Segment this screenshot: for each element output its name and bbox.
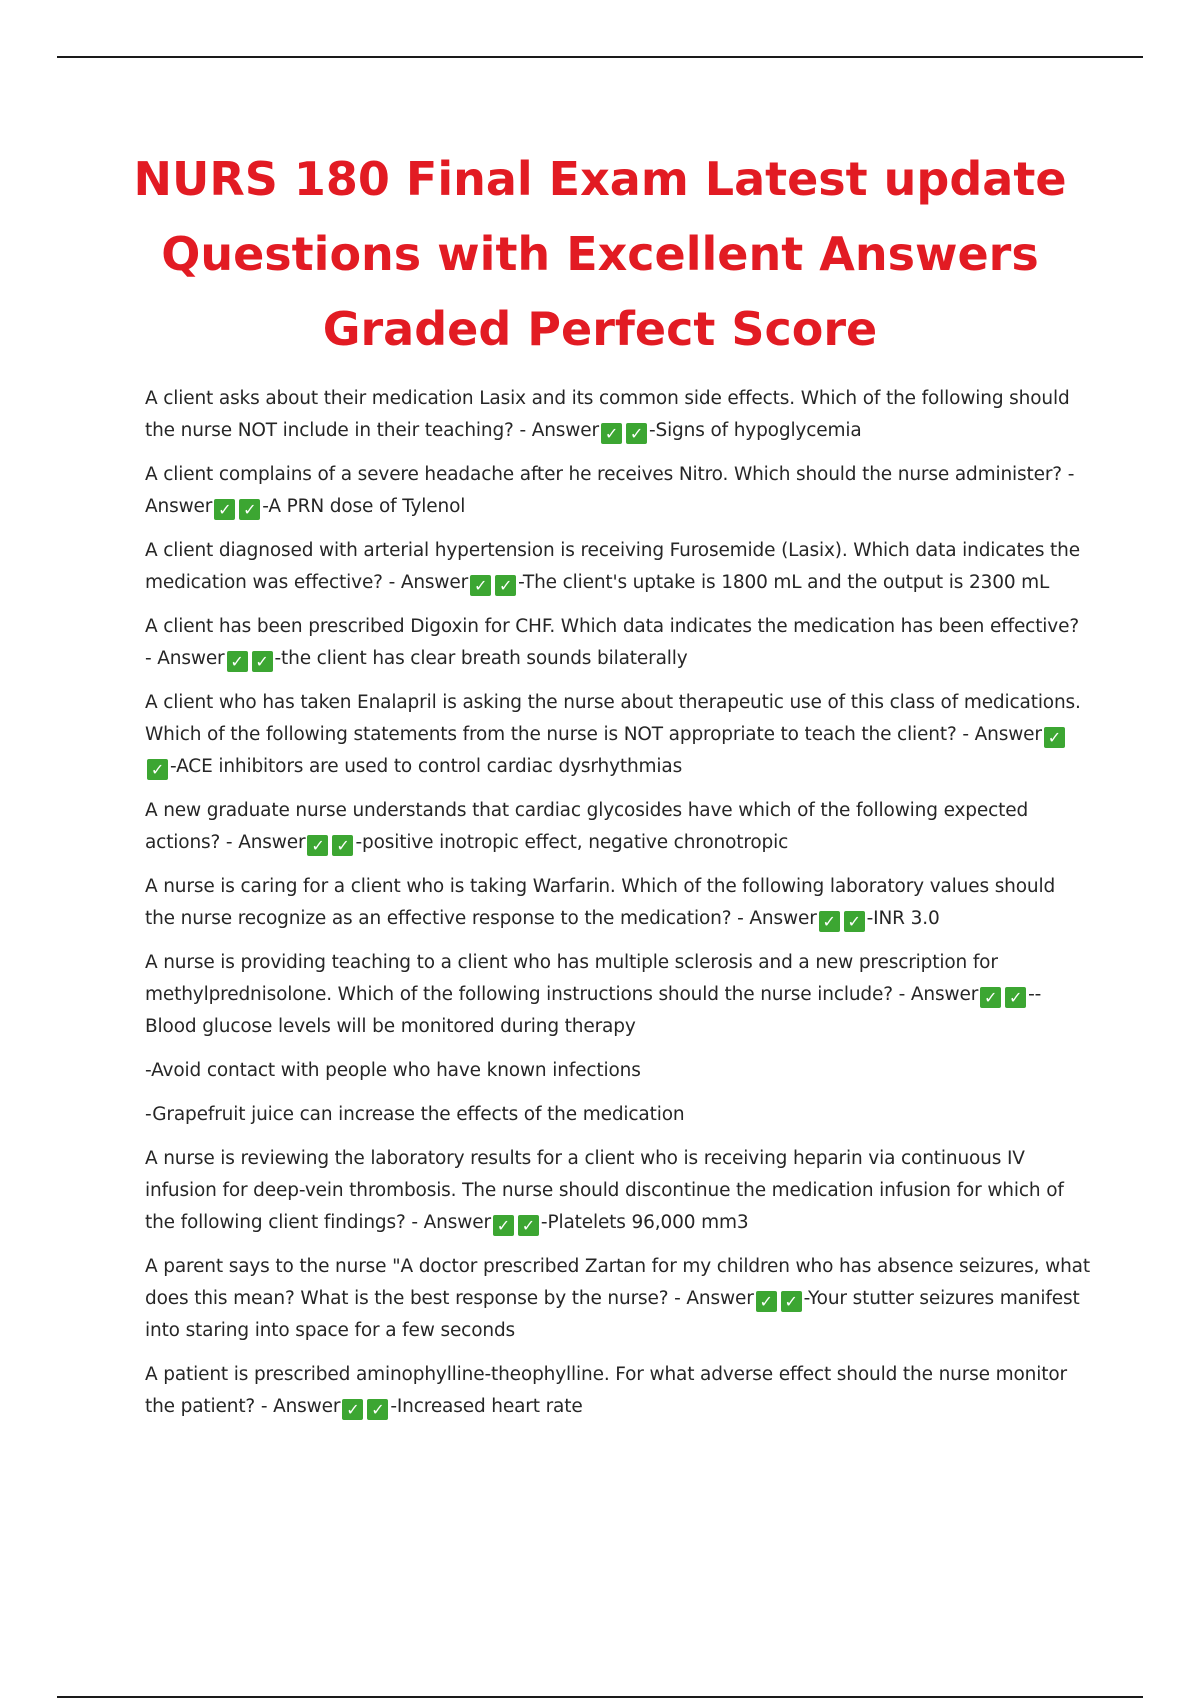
answer-text: -INR 3.0 [866, 908, 940, 929]
green-check-mark-icon: ✓ [844, 911, 865, 932]
question-text: A client has been prescribed Digoxin for CHF. Which data indicates the medication has been effective? - [145, 616, 1079, 669]
green-check-mark-icon: ✓ [252, 651, 273, 672]
answer-label: Answer [145, 496, 213, 517]
answer-label: Answer [157, 648, 225, 669]
answer-text: -Signs of hypoglycemia [648, 420, 862, 441]
green-check-mark-icon: ✓ [342, 1399, 363, 1420]
answer-label: Answer [238, 832, 306, 853]
qa-entry [145, 459, 1090, 523]
answer-text: -the client has clear breath sounds bilaterally [274, 648, 688, 669]
green-check-mark-icon: ✓ [239, 499, 260, 520]
question-text: A client complains of a severe headache after he receives Nitro. Which should the nurse administer? - [145, 464, 1075, 485]
title-line-1: NURS 180 Final Exam Latest update [133, 152, 1067, 206]
answer-label: Answer [531, 420, 599, 441]
green-check-mark-icon: ✓ [227, 651, 248, 672]
green-check-mark-icon: ✓ [756, 1291, 777, 1312]
green-check-mark-icon: ✓ [332, 835, 353, 856]
green-check-mark-icon: ✓ [307, 835, 328, 856]
green-check-mark-icon: ✓ [601, 423, 622, 444]
qa-entry [145, 1143, 1090, 1239]
answer-continuation-line: -Avoid contact with people who have known infections [145, 1060, 641, 1081]
answer-text: -positive inotropic effect, negative chronotropic [355, 832, 789, 853]
answer-text: -Your stutter seizures manifest into staring into space for a few seconds [145, 1288, 1080, 1341]
qa-list [145, 383, 1090, 1435]
answer-label: Answer [749, 908, 817, 929]
answer-label: Answer [400, 572, 469, 593]
qa-entry [145, 795, 1090, 859]
green-check-mark-icon: ✓ [781, 1291, 802, 1312]
qa-entry [145, 1251, 1090, 1347]
answer-text: -ACE inhibitors are used to control cardiac dysrhythmias [170, 756, 683, 777]
bottom-rule [57, 1696, 1143, 1698]
answer-label: Answer [910, 984, 979, 1005]
green-check-mark-icon: ✓ [819, 911, 840, 932]
green-check-mark-icon: ✓ [470, 575, 491, 596]
green-check-mark-icon: ✓ [147, 759, 168, 780]
question-text: A nurse is caring for a client who is taking Warfarin. Which of the following laboratory values should the nurse recognize as an effective response to the medication? - [145, 876, 1056, 929]
question-text: A parent says to the nurse "A doctor prescribed Zartan for my children who has absence seizures, what does this mean? What is the best response by the nurse? - [145, 1256, 1090, 1309]
question-text: A new graduate nurse understands that cardiac glycosides have which of the following expected actions? - [145, 800, 1029, 853]
qa-entry [145, 871, 1090, 935]
answer-text: -The client's uptake is 1800 mL and the output is 2300 mL [518, 572, 1050, 593]
question-text: A client who has taken Enalapril is asking the nurse about therapeutic use of this class of medications. Which of the following statements from the nurse is NOT appropriate to teach the client? - [145, 692, 1081, 745]
green-check-mark-icon: ✓ [1044, 727, 1065, 748]
qa-entry [145, 535, 1090, 599]
title-line-2: Questions with Excellent Answers [161, 227, 1039, 281]
answer-continuation-line: -Grapefruit juice can increase the effects of the medication [145, 1104, 685, 1125]
qa-entry [145, 383, 1090, 447]
answer-text: -A PRN dose of Tylenol [262, 496, 466, 517]
qa-entry [145, 611, 1090, 675]
green-check-mark-icon: ✓ [493, 1215, 514, 1236]
qa-entry [145, 947, 1090, 1043]
question-text: A nurse is reviewing the laboratory results for a client who is receiving heparin via continuous IV infusion for deep-vein thrombosis. The nurse should discontinue the medication infusion for which of the following client findings? - [145, 1148, 1064, 1233]
answer-label: Answer [423, 1212, 491, 1233]
green-check-mark-icon: ✓ [495, 575, 516, 596]
document-title [120, 142, 1080, 367]
question-text: A client asks about their medication Lasix and its common side effects. Which of the following should the nurse NOT include in their teaching? - [145, 388, 1070, 441]
question-text: A patient is prescribed aminophylline-theophylline. For what adverse effect should the nurse monitor the patient? - [145, 1364, 1067, 1417]
title-line-3: Graded Perfect Score [322, 302, 878, 356]
answer-text: -Platelets 96,000 mm3 [540, 1212, 749, 1233]
qa-entry [145, 1359, 1090, 1423]
top-rule [57, 56, 1143, 58]
qa-entry [145, 687, 1090, 783]
green-check-mark-icon: ✓ [214, 499, 235, 520]
green-check-mark-icon: ✓ [518, 1215, 539, 1236]
answer-text: --Blood glucose levels will be monitored during therapy [145, 984, 1042, 1037]
green-check-mark-icon: ✓ [367, 1399, 388, 1420]
question-text: A nurse is providing teaching to a client who has multiple sclerosis and a new prescription for methylprednisolone. Which of the following instructions should the nurse include? - [145, 952, 998, 1005]
green-check-mark-icon: ✓ [1005, 987, 1026, 1008]
answer-text: -Increased heart rate [390, 1396, 583, 1417]
answer-label: Answer [974, 724, 1042, 745]
answer-label: Answer [273, 1396, 341, 1417]
green-check-mark-icon: ✓ [626, 423, 647, 444]
question-text: A client diagnosed with arterial hypertension is receiving Furosemide (Lasix). Which data indicates the medication was effective? - [145, 540, 1080, 593]
green-check-mark-icon: ✓ [980, 987, 1001, 1008]
answer-label: Answer [686, 1288, 754, 1309]
